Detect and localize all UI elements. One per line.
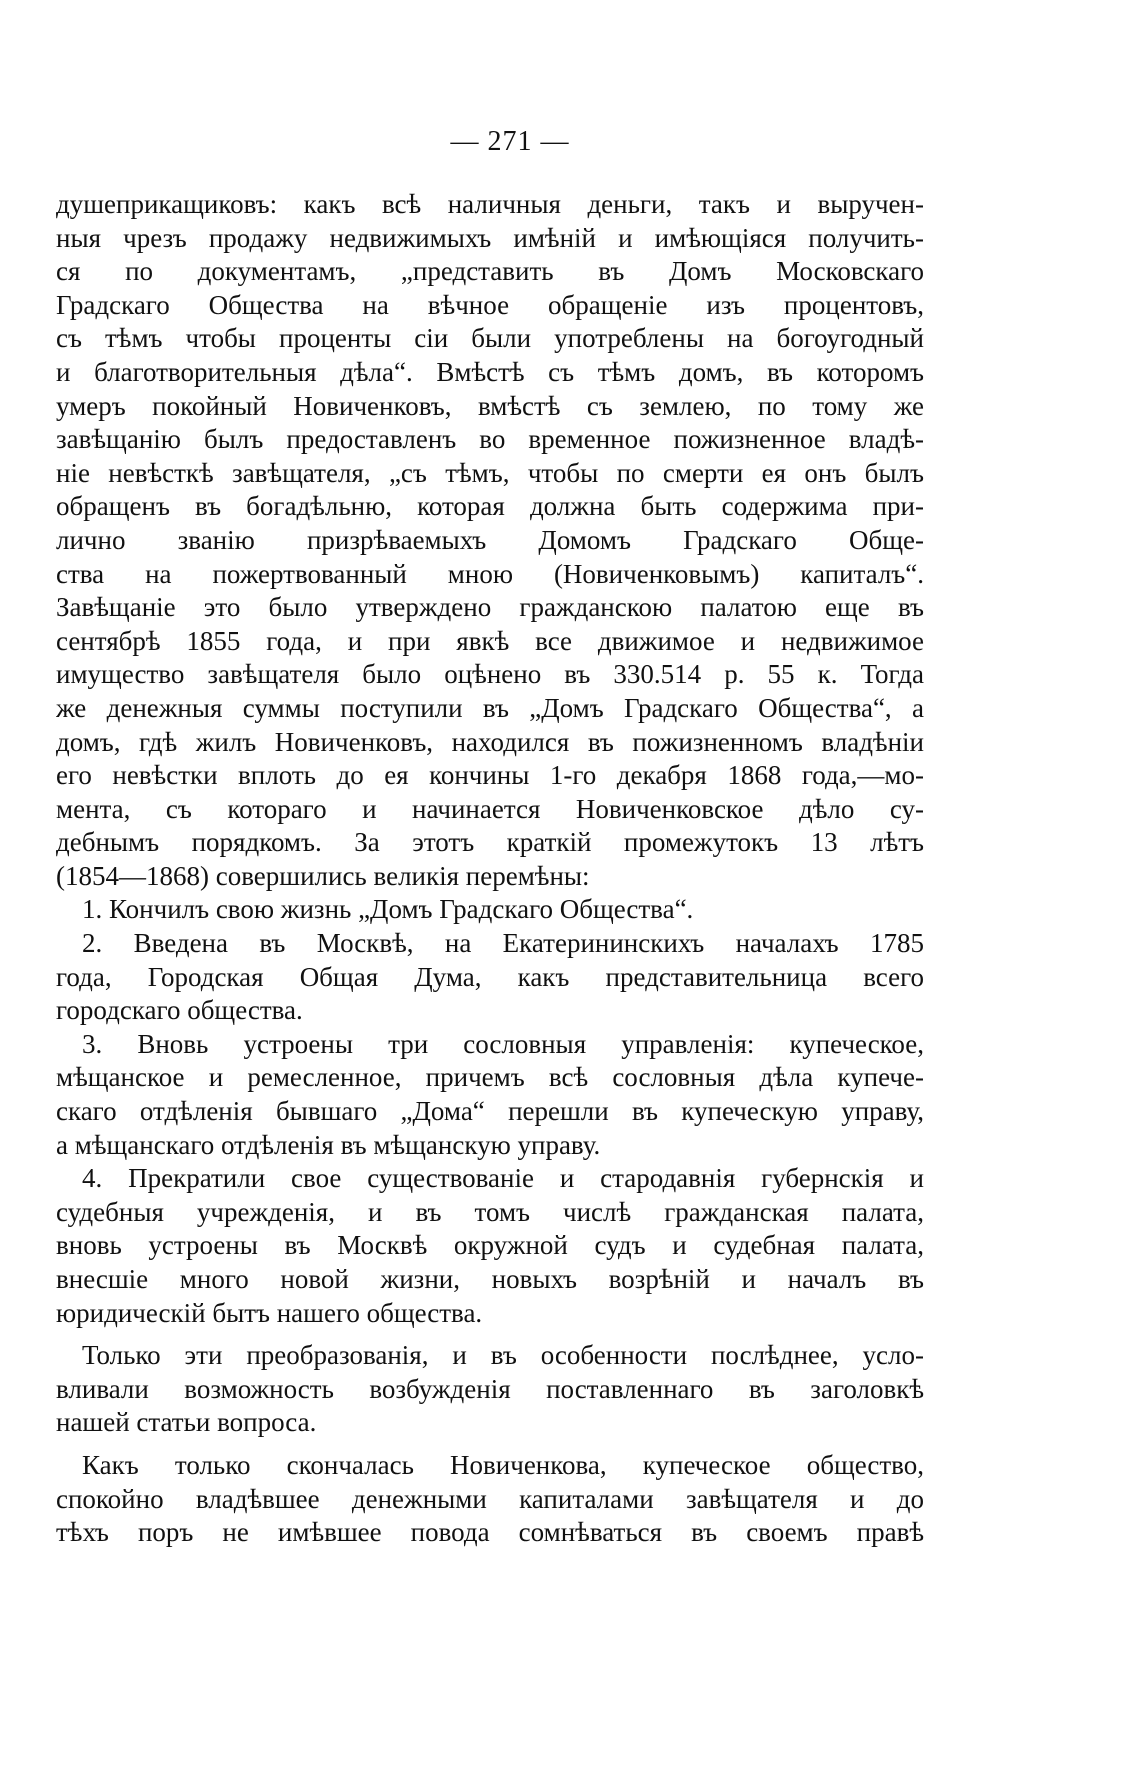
text-line: Какъ только скончалась Новиченкова, купеческое общество, — [82, 1449, 924, 1480]
text-line: Градскаго Общества на вѣчное обращеніе изъ процентовъ, — [56, 289, 924, 320]
text-line: тѣхъ поръ не имѣвшее повода сомнѣваться въ своемъ правѣ — [56, 1517, 924, 1548]
text-line: ства на пожертвованный мною (Новиченковымъ) капиталъ“. — [56, 558, 924, 589]
text-line: 1. Кончилъ свою жизнь „Домъ Градскаго Общества“. — [82, 894, 694, 925]
text-line: (1854—1868) совершились великія перемѣны: — [56, 860, 590, 891]
text-line: а мѣщанскаго отдѣленія въ мѣщанскую управу. — [56, 1129, 601, 1160]
text-line: завѣщанію былъ предоставленъ во временное пожизненное владѣ- — [56, 424, 924, 455]
text-line: года, Городская Общая Дума, какъ представительница всего — [56, 961, 924, 992]
text-line: его невѣстки вплоть до ея кончины 1-го декабря 1868 года,—мо- — [56, 760, 924, 791]
text-line: скаго отдѣленія бывшаго „Дома“ перешли въ купеческую управу, — [56, 1096, 924, 1127]
text-line: Завѣщаніе это было утверждено гражданскою палатою еще въ — [56, 592, 924, 623]
text-line: домъ, гдѣ жилъ Новиченковъ, находился въ пожизненномъ владѣніи — [56, 726, 924, 757]
text-line: умеръ покойный Новиченковъ, вмѣстѣ съ землею, по тому же — [56, 390, 924, 421]
text-line: ся по документамъ, „представить въ Домъ Московскаго — [56, 256, 924, 287]
text-line: 4. Прекратили свое существованіе и стародавнія губернскія и — [82, 1163, 924, 1194]
text-line: нашей статьи вопроса. — [56, 1407, 317, 1438]
text-line: душеприкащиковъ: какъ всѣ наличныя деньги, такъ и выручен- — [56, 189, 924, 219]
text-line: 3. Вновь устроены три сословныя управленія: купеческое, — [82, 1028, 924, 1059]
text-line: Только эти преобразованія, и въ особенности послѣднее, усло- — [82, 1340, 924, 1371]
text-line: 2. Введена въ Москвѣ, на Екатерининскихъ началахъ 1785 — [82, 928, 924, 959]
text-line: внесшіе много новой жизни, новыхъ возрѣній и началъ въ — [56, 1264, 924, 1294]
body-text — [56, 188, 924, 1550]
text-line: спокойно владѣвшее денежными капиталами завѣщателя и до — [56, 1483, 924, 1514]
text-line: обращенъ въ богадѣльню, которая должна быть содержима при- — [56, 491, 924, 522]
text-line: дебнымъ порядкомъ. За этотъ краткій промежутокъ 13 лѣтъ — [56, 827, 924, 858]
paragraph-gap — [56, 1330, 924, 1339]
text-line: вливали возможность возбужденія поставленнаго въ заголовкѣ — [56, 1373, 924, 1404]
text-line: мента, съ котораго и начинается Новиченковское дѣло су- — [56, 793, 924, 824]
text-line: городскаго общества. — [56, 995, 303, 1026]
text-line: же денежныя суммы поступили въ „Домъ Градскаго Общества“, а — [56, 692, 924, 723]
text-line: ныя чрезъ продажу недвижимыхъ имѣній и имѣющіяся получить- — [56, 222, 924, 253]
text-line: судебныя учрежденія, и въ томъ числѣ гражданская палата, — [56, 1196, 924, 1227]
text-line: вновь устроены въ Москвѣ окружной судъ и судебная палата, — [56, 1230, 924, 1261]
text-line: сентябрѣ 1855 года, и при явкѣ все движимое и недвижимое — [56, 625, 924, 656]
text-line: лично званію призрѣваемыхъ Домомъ Градскаго Обще- — [56, 524, 924, 555]
text-line: имущество завѣщателя было оцѣнено въ 330.514 р. 55 к. Тогда — [56, 659, 924, 690]
text-line: юридическій бытъ нашего общества. — [56, 1297, 483, 1328]
text-line: ніе невѣсткѣ завѣщателя, „съ тѣмъ, чтобы по смерти ея онъ былъ — [56, 457, 924, 488]
text-line: съ тѣмъ чтобы проценты сіи были употреблены на богоугодный — [56, 323, 924, 354]
text-line: мѣщанское и ремесленное, причемъ всѣ сословныя дѣла купече- — [56, 1062, 924, 1093]
paragraph-gap — [56, 1440, 924, 1449]
page-number: — 271 — — [450, 126, 570, 157]
text-line: и благотворительныя дѣла“. Вмѣстѣ съ тѣмъ домъ, въ которомъ — [56, 356, 924, 387]
